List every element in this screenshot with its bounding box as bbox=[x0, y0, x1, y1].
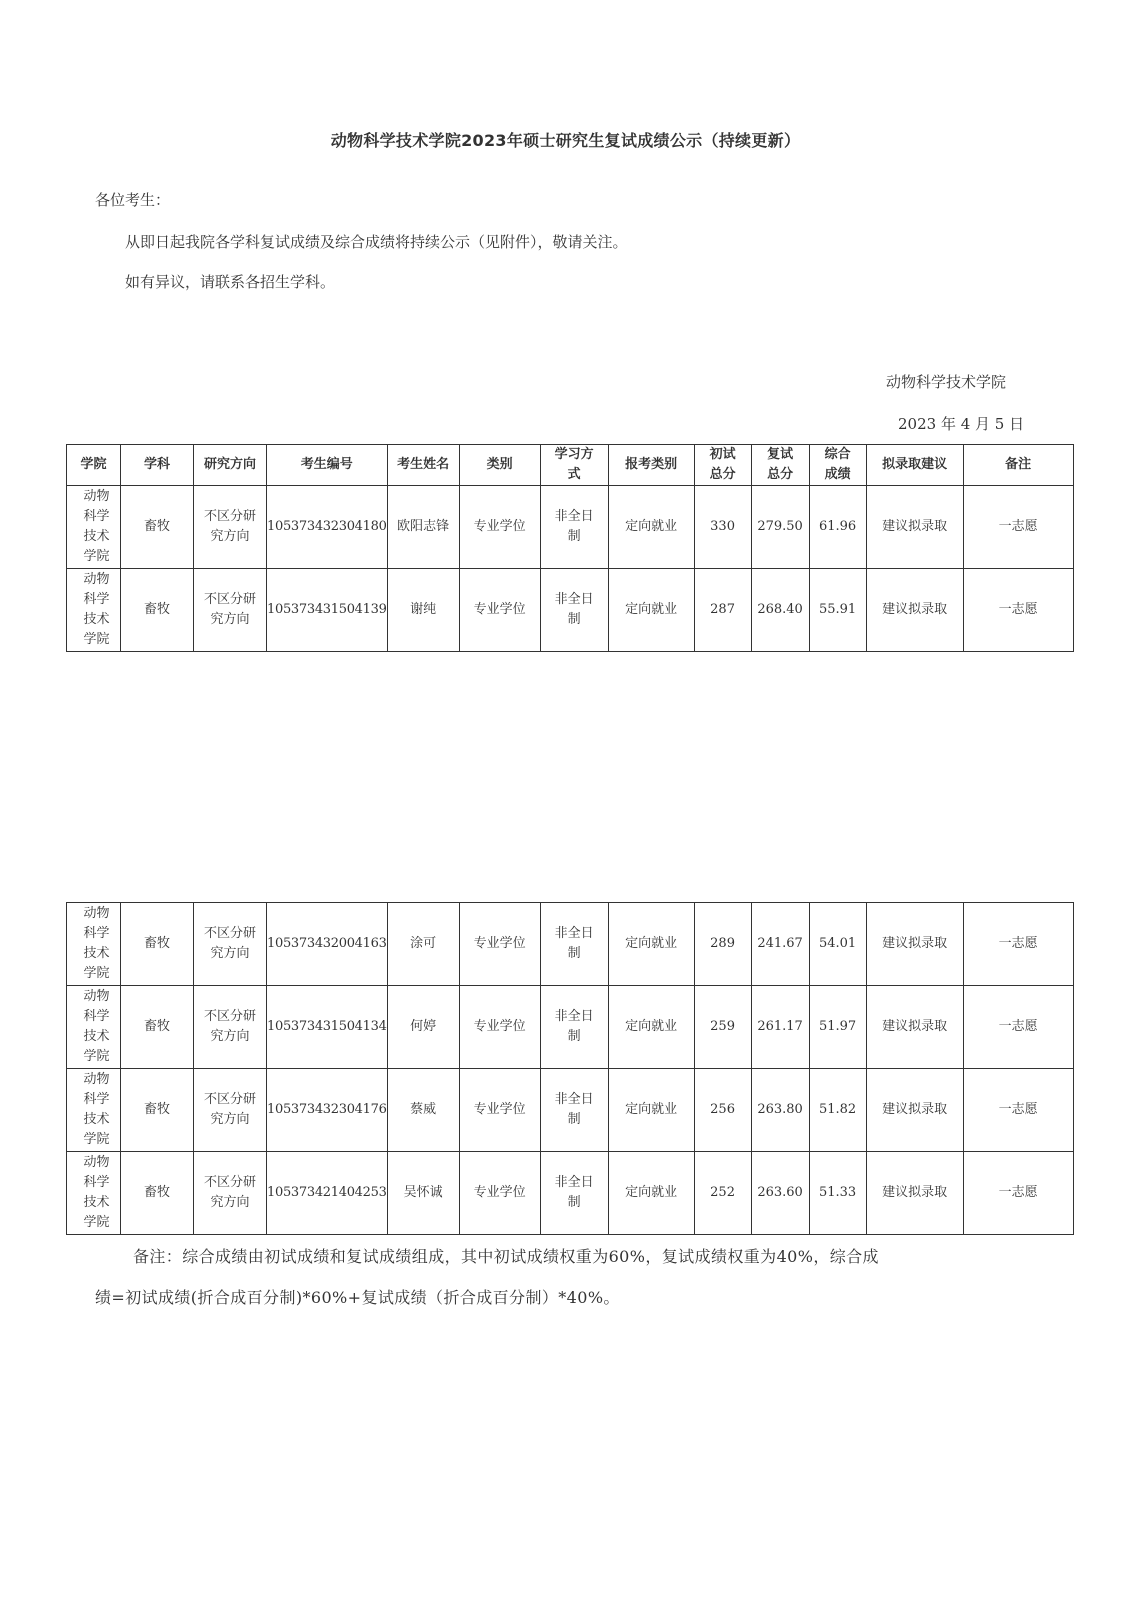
cell-type: 专业学位 bbox=[459, 1152, 540, 1235]
cell-candidate-id: 105373432004163 bbox=[267, 903, 388, 986]
cell-direction: 不区分研 究方向 bbox=[194, 903, 267, 986]
cell-candidate-name: 欧阳志锋 bbox=[387, 486, 459, 569]
cell-subject: 畜牧 bbox=[121, 986, 194, 1069]
cell-apply-type: 定向就业 bbox=[608, 903, 694, 986]
cell-remark: 一志愿 bbox=[963, 569, 1073, 652]
cell-retest-score: 268.40 bbox=[751, 569, 809, 652]
cell-retest-score: 279.50 bbox=[751, 486, 809, 569]
cell-subject: 畜牧 bbox=[121, 1069, 194, 1152]
cell-study-mode: 非全日 制 bbox=[540, 1152, 608, 1235]
signature-date: 2023 年 4 月 5 日 bbox=[898, 415, 1025, 433]
footnote-line-2: 绩=初试成绩(折合成百分制)*60%+复试成绩（折合成百分制）*40%。 bbox=[95, 1288, 620, 1307]
cell-composite-score: 51.33 bbox=[809, 1152, 866, 1235]
cell-college: 动物 科学 技术 学院 bbox=[67, 1152, 121, 1235]
cell-composite-score: 55.91 bbox=[809, 569, 866, 652]
cell-subject: 畜牧 bbox=[121, 569, 194, 652]
page-title: 动物科学技术学院2023年硕士研究生复试成绩公示（持续更新） bbox=[330, 131, 801, 150]
header-apply-type: 报考类别 bbox=[608, 445, 694, 486]
cell-direction: 不区分研 究方向 bbox=[194, 486, 267, 569]
cell-college: 动物 科学 技术 学院 bbox=[67, 486, 121, 569]
header-retest-score: 复试 总分 bbox=[751, 445, 809, 486]
cell-candidate-name: 吴怀诚 bbox=[387, 1152, 459, 1235]
cell-study-mode: 非全日 制 bbox=[540, 986, 608, 1069]
cell-suggestion: 建议拟录取 bbox=[866, 986, 963, 1069]
cell-direction: 不区分研 究方向 bbox=[194, 569, 267, 652]
cell-direction: 不区分研 究方向 bbox=[194, 986, 267, 1069]
table-row bbox=[67, 486, 1074, 569]
cell-suggestion: 建议拟录取 bbox=[866, 1069, 963, 1152]
cell-type: 专业学位 bbox=[459, 486, 540, 569]
table-row bbox=[67, 986, 1074, 1069]
table-row bbox=[67, 903, 1074, 986]
cell-college: 动物 科学 技术 学院 bbox=[67, 903, 121, 986]
cell-composite-score: 51.82 bbox=[809, 1069, 866, 1152]
cell-remark: 一志愿 bbox=[963, 986, 1073, 1069]
header-type: 类别 bbox=[459, 445, 540, 486]
cell-composite-score: 61.96 bbox=[809, 486, 866, 569]
table-row bbox=[67, 1152, 1074, 1235]
cell-composite-score: 51.97 bbox=[809, 986, 866, 1069]
cell-initial-score: 256 bbox=[694, 1069, 751, 1152]
cell-suggestion: 建议拟录取 bbox=[866, 1152, 963, 1235]
cell-remark: 一志愿 bbox=[963, 1152, 1073, 1235]
cell-initial-score: 287 bbox=[694, 569, 751, 652]
cell-candidate-id: 105373432304176 bbox=[267, 1069, 388, 1152]
cell-study-mode: 非全日 制 bbox=[540, 903, 608, 986]
cell-initial-score: 330 bbox=[694, 486, 751, 569]
header-initial-score: 初试 总分 bbox=[694, 445, 751, 486]
cell-initial-score: 252 bbox=[694, 1152, 751, 1235]
cell-college: 动物 科学 技术 学院 bbox=[67, 1069, 121, 1152]
cell-type: 专业学位 bbox=[459, 903, 540, 986]
header-candidate-id: 考生编号 bbox=[267, 445, 388, 486]
score-table-page1 bbox=[66, 444, 1074, 652]
cell-retest-score: 261.17 bbox=[751, 986, 809, 1069]
cell-subject: 畜牧 bbox=[121, 486, 194, 569]
cell-initial-score: 289 bbox=[694, 903, 751, 986]
cell-candidate-id: 105373432304180 bbox=[267, 486, 388, 569]
header-composite-score: 综合 成绩 bbox=[809, 445, 866, 486]
cell-candidate-name: 何婷 bbox=[387, 986, 459, 1069]
cell-apply-type: 定向就业 bbox=[608, 486, 694, 569]
cell-college: 动物 科学 技术 学院 bbox=[67, 569, 121, 652]
cell-retest-score: 241.67 bbox=[751, 903, 809, 986]
header-college: 学院 bbox=[67, 445, 121, 486]
cell-subject: 畜牧 bbox=[121, 903, 194, 986]
cell-suggestion: 建议拟录取 bbox=[866, 569, 963, 652]
cell-study-mode: 非全日 制 bbox=[540, 1069, 608, 1152]
cell-retest-score: 263.60 bbox=[751, 1152, 809, 1235]
cell-suggestion: 建议拟录取 bbox=[866, 903, 963, 986]
cell-type: 专业学位 bbox=[459, 986, 540, 1069]
cell-study-mode: 非全日 制 bbox=[540, 486, 608, 569]
cell-candidate-id: 105373431504139 bbox=[267, 569, 388, 652]
cell-retest-score: 263.80 bbox=[751, 1069, 809, 1152]
cell-apply-type: 定向就业 bbox=[608, 569, 694, 652]
cell-study-mode: 非全日 制 bbox=[540, 569, 608, 652]
table-row bbox=[67, 1069, 1074, 1152]
score-table-page2 bbox=[66, 902, 1074, 1235]
cell-direction: 不区分研 究方向 bbox=[194, 1152, 267, 1235]
cell-candidate-name: 谢纯 bbox=[387, 569, 459, 652]
cell-candidate-id: 105373431504134 bbox=[267, 986, 388, 1069]
cell-type: 专业学位 bbox=[459, 569, 540, 652]
cell-initial-score: 259 bbox=[694, 986, 751, 1069]
cell-remark: 一志愿 bbox=[963, 903, 1073, 986]
table-row bbox=[67, 569, 1074, 652]
cell-remark: 一志愿 bbox=[963, 1069, 1073, 1152]
header-study-mode: 学习方 式 bbox=[540, 445, 608, 486]
paragraph-announcement: 从即日起我院各学科复试成绩及综合成绩将持续公示（见附件），敬请关注。 bbox=[125, 233, 628, 251]
greeting: 各位考生： bbox=[95, 191, 171, 209]
cell-candidate-name: 涂可 bbox=[387, 903, 459, 986]
cell-direction: 不区分研 究方向 bbox=[194, 1069, 267, 1152]
cell-composite-score: 54.01 bbox=[809, 903, 866, 986]
cell-subject: 畜牧 bbox=[121, 1152, 194, 1235]
paragraph-contact: 如有异议，请联系各招生学科。 bbox=[125, 273, 336, 291]
header-candidate-name: 考生姓名 bbox=[387, 445, 459, 486]
header-direction: 研究方向 bbox=[194, 445, 267, 486]
header-subject: 学科 bbox=[121, 445, 194, 486]
cell-apply-type: 定向就业 bbox=[608, 1152, 694, 1235]
table-header-row bbox=[67, 445, 1074, 486]
cell-candidate-id: 105373421404253 bbox=[267, 1152, 388, 1235]
cell-college: 动物 科学 技术 学院 bbox=[67, 986, 121, 1069]
cell-apply-type: 定向就业 bbox=[608, 1069, 694, 1152]
signature-org: 动物科学技术学院 bbox=[886, 373, 1007, 391]
cell-suggestion: 建议拟录取 bbox=[866, 486, 963, 569]
header-remark: 备注 bbox=[963, 445, 1073, 486]
cell-candidate-name: 蔡威 bbox=[387, 1069, 459, 1152]
cell-apply-type: 定向就业 bbox=[608, 986, 694, 1069]
footnote-line-1: 备注：综合成绩由初试成绩和复试成绩组成，其中初试成绩权重为60%，复试成绩权重为40%，综合成 bbox=[133, 1247, 879, 1266]
cell-remark: 一志愿 bbox=[963, 486, 1073, 569]
cell-type: 专业学位 bbox=[459, 1069, 540, 1152]
header-suggestion: 拟录取建议 bbox=[866, 445, 963, 486]
